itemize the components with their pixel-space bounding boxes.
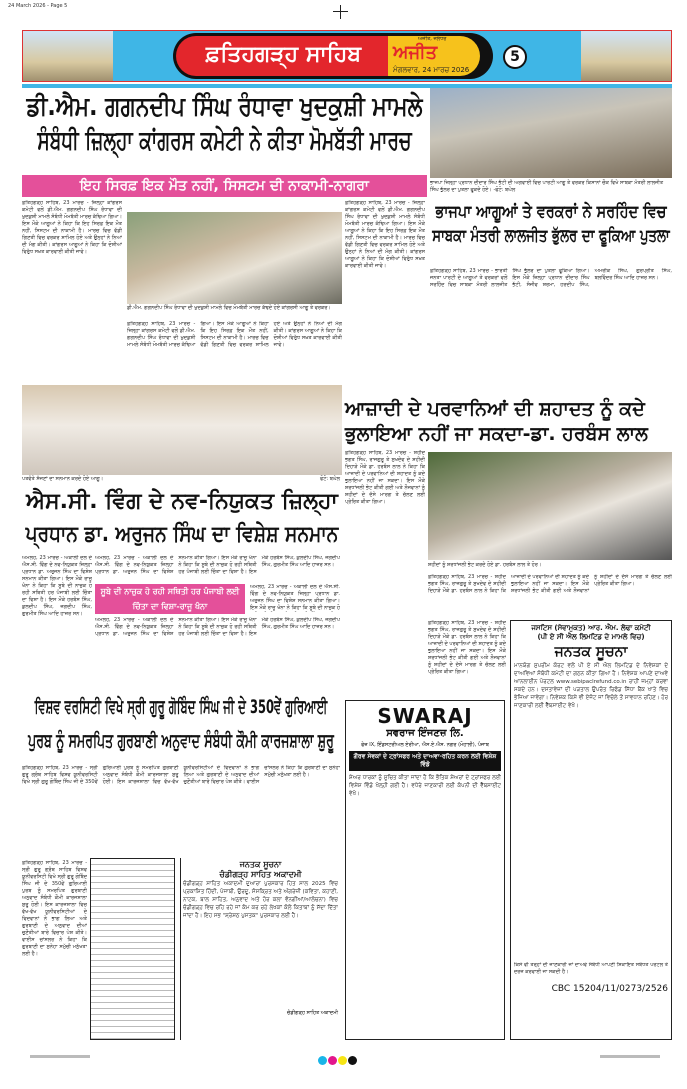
credit-text: ਫੋਟੋ: ਬਘੇਲ	[320, 476, 340, 482]
article-body: ਫ਼ਤਿਹਗੜ੍ਹ ਸਾਹਿਬ, 23 ਮਾਰਚ - ਸ੍ਰੀ ਗੁਰੂ ਗ੍ਰੰਥ ਸਾਹਿਬ ਵਿਸ਼ਵ ਯੂਨੀਵਰਸਿਟੀ ਵਿਖੇ ਸ੍ਰੀ ਗੁਰੂ ਗੋਬਿੰਦ ਸਿੰਘ ਜੀ ਦੇ 350ਵੇਂ ਗੁਰਿਆਈ ਪੁਰਬ ਨੂੰ ਸਮਰਪਿਤ ਗੁਰਬਾਣੀ ਅਨੁਵਾਦ ਸੰਬੰਧੀ ਕੌਮੀ ਕਾਰਜਸ਼ਾਲਾ ਸ਼ੁਰੂ ਹੋਈ। ਇਸ ਕਾਰਜਸ਼ਾਲਾ ਵਿਚ ਵੱਖ-ਵੱਖ ਯੂਨੀਵਰਸਿਟੀਆਂ ਦੇ ਵਿਦਵਾਨਾਂ ਨੇ ਭਾਗ ਲਿਆ ਅਤੇ ਗੁਰਬਾਣੀ ਦੇ ਅਨੁਵਾਦ ਦੀਆਂ ਚੁਣੌਤੀਆਂ ਬਾਰੇ ਵਿਚਾਰ ਪੇਸ਼ ਕੀਤੇ। ਵਾਈਸ ਚਾਂਸਲਰ ਨੇ ਕਿਹਾ ਕਿ ਗੁਰਬਾਣੀ ਦਾ ਸੁਨੇਹਾ ਸਮੁੱਚੀ ਮਨੁੱਖਤਾ ਲਈ ਹੈ।	[22, 765, 340, 785]
date	[393, 65, 475, 75]
article-body: ਫ਼ਤਿਹਗੜ੍ਹ ਸਾਹਿਬ, 23 ਮਾਰਚ - ਭਾਰਤੀ ਜਨਤਾ ਪਾਰਟੀ ਦੇ ਆਗੂਆਂ ਤੇ ਵਰਕਰਾਂ ਵਲੋਂ ਸਰਹਿੰਦ ਵਿਚ ਸਾਬਕਾ ਮੰਤਰੀ ਲਾਲਜੀਤ ਸਿੰਘ ਭੁੱਲਰ ਦਾ ਪੁਤਲਾ ਫੂਕਿਆ ਗਿਆ। ਇਸ ਮੌਕੇ ਜ਼ਿਲ੍ਹਾ ਪ੍ਰਧਾਨ ਦੀਦਾਰ ਸਿੰਘ ਭੱਟੀ, ਸੰਜੀਵ ਸ਼ਰਮਾ, ਹਰਦੀਪ ਸਿੰਘ, ਅਮਰੀਕ ਸਿੰਘ, ਗੁਰਪ੍ਰੀਤ ਸਿੰਘ, ਬਲਵਿੰਦਰ ਸਿੰਘ ਆਦਿ ਹਾਜ਼ਰ ਸਨ।	[430, 268, 672, 288]
notice-body: ਮਾਨਯੋਗ ਸੁਪਰੀਮ ਕੋਰਟ ਵਲੋਂ ਪੀ ਏ ਸੀ ਐਲ ਲਿਮਟਿਡ ਦੇ ਨਿਵੇਸ਼ਕਾਂ ਦੇ ਦਾਅਵਿਆਂ ਸੰਬੰਧੀ ਕਮੇਟੀ ਦਾ ਗਠਨ ਕੀਤਾ ਗਿਆ ਹੈ। ਨਿਵੇਸ਼ਕ ਆਪਣੇ ਦਾਅਵੇ ਆਨਲਾਈਨ ਪੋਰਟਲ www.sebipaclrefund.co.in ਰਾਹੀਂ ਜਮ੍ਹਾਂ ਕਰਵਾ ਸਕਦੇ ਹਨ। ਦਸਤਾਵੇਜ਼ਾਂ ਦੀ ਪੜਤਾਲ ਉਪਰੰਤ ਰਿਫੰਡ ਸਿੱਧਾ ਬੈਂਕ ਖਾਤੇ ਵਿਚ ਭੇਜਿਆ ਜਾਵੇਗਾ। ਨਿਵੇਸ਼ਕ ਕਿਸੇ ਵੀ ਏਜੰਟ ਜਾਂ ਵਿਚੋਲੇ ਤੋਂ ਸਾਵਧਾਨ ਰਹਿਣ। ਹੋਰ ਜਾਣਕਾਰੀ ਲਈ ਵੈੱਬਸਾਈਟ ਵੇਖੋ।	[514, 663, 668, 709]
article-body: ਅਮਲੋਹ, 23 ਮਾਰਚ - ਅਕਾਲੀ ਦਲ ਦੇ ਐਸ.ਸੀ. ਵਿੰਗ ਦੇ ਨਵ-ਨਿਯੁਕਤ ਜ਼ਿਲ੍ਹਾ ਪ੍ਰਧਾਨ ਡਾ. ਅਰੁਜਨ ਸਿੰਘ ਦਾ ਵਿਸ਼ੇਸ਼ ਸਨਮਾਨ ਕੀਤਾ ਗਿਆ। ਇਸ ਮੌਕੇ ਰਾਜੂ ਖੰਨਾ ਨੇ ਕਿਹਾ ਕਿ ਸੂਬੇ ਦੀ ਨਾਜ਼ੁਕ ਹੋ ਰਹੀ ਸਥਿਤੀ ਹਰ ਪੰਜਾਬੀ ਲਈ ਚਿੰਤਾ ਦਾ ਵਿਸ਼ਾ ਹੈ। ਇਸ ਮੌਕੇ ਹਰਬੰਸ ਸਿੰਘ, ਕੁਲਦੀਪ ਸਿੰਘ, ਜਗਦੀਪ ਸਿੰਘ, ਗੁਰਮੀਤ ਸਿੰਘ ਆਦਿ ਹਾਜ਼ਰ ਸਨ।	[95, 617, 340, 637]
felicitation-photo	[22, 385, 342, 475]
article-body: ਫ਼ਤਿਹਗੜ੍ਹ ਸਾਹਿਬ, 23 ਮਾਰਚ - ਜ਼ਿਲ੍ਹਾ ਕਾਂਗਰਸ ਕਮੇਟੀ ਵਲੋਂ ਡੀ.ਐਮ. ਗਗਨਦੀਪ ਸਿੰਘ ਰੰਧਾਵਾ ਦੀ ਖੁਦਕੁਸ਼ੀ ਮਾਮਲੇ ਸੰਬੰਧੀ ਮੋਮਬੱਤੀ ਮਾਰਚ ਕੱਢਿਆ ਗਿਆ। ਇਸ ਮੌਕੇ ਆਗੂਆਂ ਨੇ ਕਿਹਾ ਕਿ ਇਹ ਸਿਰਫ਼ ਇਕ ਮੌਤ ਨਹੀਂ, ਸਿਸਟਮ ਦੀ ਨਾਕਾਮੀ ਹੈ। ਮਾਰਚ ਵਿਚ ਵੱਡੀ ਗਿਣਤੀ ਵਿਚ ਵਰਕਰ ਸ਼ਾਮਿਲ ਹੋਏ ਅਤੇ ਉਨ੍ਹਾਂ ਨੇ ਨਿਆਂ ਦੀ ਮੰਗ ਕੀਤੀ। ਕਾਂਗਰਸ ਆਗੂਆਂ ਨੇ ਕਿਹਾ ਕਿ ਦੋਸ਼ੀਆਂ ਵਿਰੁੱਧ ਸਖ਼ਤ ਕਾਰਵਾਈ ਕੀਤੀ ਜਾਵੇ।	[345, 200, 425, 269]
article-body: ਅਮਲੋਹ, 23 ਮਾਰਚ - ਅਕਾਲੀ ਦਲ ਦੇ ਐਸ.ਸੀ. ਵਿੰਗ ਦੇ ਨਵ-ਨਿਯੁਕਤ ਜ਼ਿਲ੍ਹਾ ਪ੍ਰਧਾਨ ਡਾ. ਅਰੁਜਨ ਸਿੰਘ ਦਾ ਵਿਸ਼ੇਸ਼ ਸਨਮਾਨ ਕੀਤਾ ਗਿਆ। ਇਸ ਮੌਕੇ ਰਾਜੂ ਖੰਨਾ ਨੇ ਕਿਹਾ ਕਿ ਸੂਬੇ ਦੀ ਨਾਜ਼ੁਕ ਹੋ ਰਹੀ ਸਥਿਤੀ ਹਰ ਪੰਜਾਬੀ ਲਈ ਚਿੰਤਾ ਦਾ ਵਿਸ਼ਾ ਹੈ। ਇਸ ਮੌਕੇ ਹਰਬੰਸ ਸਿੰਘ, ਕੁਲਦੀਪ ਸਿੰਘ, ਜਗਦੀਪ ਸਿੰਘ, ਗੁਰਮੀਤ ਸਿੰਘ ਆਦਿ ਹਾਜ਼ਰ ਸਨ।	[95, 555, 340, 575]
photo-caption	[22, 476, 282, 483]
headline-text: ਡੀ.ਐਮ. ਗਗਨਦੀਪ ਸਿੰਘ ਰੰਧਾਵਾ ਖੁਦਕੁਸ਼ੀ ਮਾਮਲੇ	[26, 92, 423, 122]
article-body: ਫ਼ਤਿਹਗੜ੍ਹ ਸਾਹਿਬ, 23 ਮਾਰਚ - ਸ਼ਹੀਦ ਭਗਤ ਸਿੰਘ, ਰਾਜਗੁਰੂ ਤੇ ਸੁਖਦੇਵ ਦੇ ਸ਼ਹੀਦੀ ਦਿਹਾੜੇ ਮੌਕੇ ਡਾ. ਹਰਬੰਸ ਲਾਲ ਨੇ ਕਿਹਾ ਕਿ ਆਜ਼ਾਦੀ ਦੇ ਪਰਵਾਨਿਆਂ ਦੀ ਸ਼ਹਾਦਤ ਨੂੰ ਕਦੇ ਭੁਲਾਇਆ ਨਹੀਂ ਜਾ ਸਕਦਾ। ਇਸ ਮੌਕੇ ਸ਼ਰਧਾਂਜਲੀ ਭੇਟ ਕੀਤੀ ਗਈ ਅਤੇ ਨੌਜਵਾਨਾਂ ਨੂੰ ਸ਼ਹੀਦਾਂ ਦੇ ਦੱਸੇ ਮਾਰਗ ਤੇ ਚੱਲਣ ਲਈ ਪ੍ਰੇਰਿਤ ਕੀਤਾ ਗਿਆ।	[428, 620, 506, 675]
headline-martyrs	[345, 397, 672, 447]
masthead-oval	[173, 33, 493, 79]
article-body: ਫ਼ਤਿਹਗੜ੍ਹ ਸਾਹਿਬ, 23 ਮਾਰਚ - ਸ੍ਰੀ ਗੁਰੂ ਗ੍ਰੰਥ ਸਾਹਿਬ ਵਿਸ਼ਵ ਯੂਨੀਵਰਸਿਟੀ ਵਿਖੇ ਸ੍ਰੀ ਗੁਰੂ ਗੋਬਿੰਦ ਸਿੰਘ ਜੀ ਦੇ 350ਵੇਂ ਗੁਰਿਆਈ ਪੁਰਬ ਨੂੰ ਸਮਰਪਿਤ ਗੁਰਬਾਣੀ ਅਨੁਵਾਦ ਸੰਬੰਧੀ ਕੌਮੀ ਕਾਰਜਸ਼ਾਲਾ ਸ਼ੁਰੂ ਹੋਈ। ਇਸ ਕਾਰਜਸ਼ਾਲਾ ਵਿਚ ਵੱਖ-ਵੱਖ ਯੂਨੀਵਰਸਿਟੀਆਂ ਦੇ ਵਿਦਵਾਨਾਂ ਨੇ ਭਾਗ ਲਿਆ ਅਤੇ ਗੁਰਬਾਣੀ ਦੇ ਅਨੁਵਾਦ ਦੀਆਂ ਚੁਣੌਤੀਆਂ ਬਾਰੇ ਵਿਚਾਰ ਪੇਸ਼ ਕੀਤੇ। ਵਾਈਸ ਚਾਂਸਲਰ ਨੇ ਕਿਹਾ ਕਿ ਗੁਰਬਾਣੀ ਦਾ ਸੁਨੇਹਾ ਸਮੁੱਚੀ ਮਨੁੱਖਤਾ ਲਈ ਹੈ।	[22, 860, 87, 957]
kicker-banner	[22, 175, 427, 197]
caption-text: ਸ਼ਹੀਦਾਂ ਨੂੰ ਸ਼ਰਧਾਂਜਲੀ ਭੇਟ ਕਰਦੇ ਹੋਏ ਡਾ. ਹਰਬੰਸ ਲਾਲ ਤੇ ਹੋਰ।	[428, 562, 542, 568]
headline-sc-wing	[22, 485, 342, 551]
article-body: ਅਮਲੋਹ, 23 ਮਾਰਚ - ਅਕਾਲੀ ਦਲ ਦੇ ਐਸ.ਸੀ. ਵਿੰਗ ਦੇ ਨਵ-ਨਿਯੁਕਤ ਜ਼ਿਲ੍ਹਾ ਪ੍ਰਧਾਨ ਡਾ. ਅਰੁਜਨ ਸਿੰਘ ਦਾ ਵਿਸ਼ੇਸ਼ ਸਨਮਾਨ ਕੀਤਾ ਗਿਆ। ਇਸ ਮੌਕੇ ਰਾਜੂ ਖੰਨਾ ਨੇ ਕਿਹਾ ਕਿ ਸੂਬੇ ਦੀ ਨਾਜ਼ੁਕ ਹੋ	[250, 584, 340, 611]
effigy-photo	[430, 88, 672, 178]
notice-signoff: ਚੰਡੀਗੜ੍ਹ ਸਾਹਿਤ ਅਕਾਦਮੀ	[286, 1010, 338, 1016]
headline-line	[22, 518, 342, 551]
headline-text: ਭਾਜਪਾ ਆਗੂਆਂ ਤੇ ਵਰਕਰਾਂ ਨੇ ਸਰਹਿੰਦ ਵਿਚ	[435, 202, 667, 222]
public-notice-lodha-committee	[510, 620, 672, 1040]
notice-title: ਜਨਤਕ ਸੂਚਨਾ	[554, 644, 628, 660]
gurdwara-image	[23, 31, 113, 82]
headline-text: ਸੰਬੰਧੀ ਜ਼ਿਲ੍ਹਾ ਕਾਂਗਰਸ ਕਮੇਟੀ ਨੇ ਕੀਤਾ ਮੋਮਬੱਤੀ ਮਾਰਚ	[37, 126, 412, 156]
color-registration-dots	[318, 1050, 358, 1069]
company-address: ਫੇਜ਼ IX, ਇੰਡਸਟਰੀਅਲ ਏਰੀਆ, ਐਸ.ਏ.ਐਸ. ਨਗਰ (ਮੋਹਾਲੀ), ਪੰਜਾਬ	[361, 742, 489, 748]
photo-caption	[428, 562, 672, 569]
headline-workshop	[22, 690, 340, 758]
kicker-text: ਸੂਬੇ ਦੀ ਨਾਜ਼ੁਕ ਹੋ ਰਹੀ ਸਥਿਤੀ ਹਰ ਪੰਜਾਬੀ ਲਈ ਚਿੰਤਾ ਦਾ ਵਿਸ਼ਾ-ਰਾਜੂ ਖੰਨਾ	[100, 587, 240, 611]
print-slug: 24 March 2026 - Page 5	[8, 3, 68, 9]
masthead	[22, 30, 672, 82]
caption-text: ਡੀ.ਐਮ. ਗਗਨਦੀਪ ਸਿੰਘ ਰੰਧਾਵਾ ਦੀ ਖੁਦਕੁਸ਼ੀ ਮਾਮਲੇ ਵਿਚ ਮੋਮਬੱਤੀ ਮਾਰਚ ਕੱਢਦੇ ਹੋਏ ਕਾਂਗਰਸੀ ਆਗੂ ਤੇ ਵਰਕਰ।	[127, 305, 331, 311]
headline-line	[22, 485, 342, 518]
ad-banner: ਗੌਰਵ ਸੇਵਕਾਂ ਦੇ ਟ੍ਰਾਂਸਫਰ ਅਤੇ ਦਾਅਵਾ-ਰਹਿਤ ਕਰਨ ਲਈ ਵਿਸ਼ੇਸ਼ ਵਿੰਡੋ	[349, 751, 501, 771]
headline-line	[22, 690, 340, 724]
headline-text: ਐਸ.ਸੀ. ਵਿੰਗ ਦੇ ਨਵ-ਨਿਯੁਕਤ ਜ਼ਿਲ੍ਹਾ	[26, 489, 338, 514]
kicker-banner	[95, 584, 245, 614]
article-body: ਫ਼ਤਿਹਗੜ੍ਹ ਸਾਹਿਬ, 23 ਮਾਰਚ - ਸ਼ਹੀਦ ਭਗਤ ਸਿੰਘ, ਰਾਜਗੁਰੂ ਤੇ ਸੁਖਦੇਵ ਦੇ ਸ਼ਹੀਦੀ ਦਿਹਾੜੇ ਮੌਕੇ ਡਾ. ਹਰਬੰਸ ਲਾਲ ਨੇ ਕਿਹਾ ਕਿ ਆਜ਼ਾਦੀ ਦੇ ਪਰਵਾਨਿਆਂ ਦੀ ਸ਼ਹਾਦਤ ਨੂੰ ਕਦੇ ਭੁਲਾਇਆ ਨਹੀਂ ਜਾ ਸਕਦਾ। ਇਸ ਮੌਕੇ ਸ਼ਰਧਾਂਜਲੀ ਭੇਟ ਕੀਤੀ ਗਈ ਅਤੇ ਨੌਜਵਾਨਾਂ ਨੂੰ ਸ਼ਹੀਦਾਂ ਦੇ ਦੱਸੇ ਮਾਰਗ ਤੇ ਚੱਲਣ ਲਈ ਪ੍ਰੇਰਿਤ ਕੀਤਾ ਗਿਆ।	[428, 574, 672, 594]
company-name: ਸਵਰਾਜ ਇੰਜਣਜ਼ ਲਿ.	[386, 728, 464, 739]
headline-text: ਸਾਬਕਾ ਮੰਤਰੀ ਲਾਲਜੀਤ ਭੁੱਲਰ ਦਾ ਫੂਕਿਆ ਪੁਤਲਾ	[432, 226, 670, 246]
notice-footer: ਕਿਸੇ ਵੀ ਤਰ੍ਹਾਂ ਦੀ ਜਾਣਕਾਰੀ ਜਾਂ ਦਾਅਵੇ ਸੰਬੰਧੀ ਆਪਣੀ ਸ਼ਿਕਾਇਤ ਸਬੰਧਤ ਪੋਰਟਲ ਤੇ ਦਰਜ ਕਰਵਾਈ ਜਾ ਸਕਦੀ ਹੈ।	[514, 962, 668, 975]
headline-text: ਵਿਸ਼ਵ ਵਰਸਿਟੀ ਵਿਖੇ ਸ੍ਰੀ ਗੁਰੂ ਗੋਬਿੰਦ ਸਿੰਘ ਜੀ ਦੇ 350ਵੇਂ ਗੁਰਿਆਈ	[34, 696, 328, 718]
headline-line	[430, 224, 672, 248]
public-notice-sahitya-akademi	[180, 858, 340, 1040]
headline-line	[22, 90, 427, 124]
city	[418, 36, 473, 43]
swaraj-engines-advertisement	[345, 700, 505, 1040]
headline-line	[345, 397, 672, 422]
edition-text: ਫ਼ਤਿਹਗੜ੍ਹ ਸਾਹਿਬ	[205, 42, 362, 67]
monument-image	[581, 31, 671, 82]
article-body: ਫ਼ਤਿਹਗੜ੍ਹ ਸਾਹਿਬ, 23 ਮਾਰਚ - ਜ਼ਿਲ੍ਹਾ ਕਾਂਗਰਸ ਕਮੇਟੀ ਵਲੋਂ ਡੀ.ਐਮ. ਗਗਨਦੀਪ ਸਿੰਘ ਰੰਧਾਵਾ ਦੀ ਖੁਦਕੁਸ਼ੀ ਮਾਮਲੇ ਸੰਬੰਧੀ ਮੋਮਬੱਤੀ ਮਾਰਚ ਕੱਢਿਆ ਗਿਆ। ਇਸ ਮੌਕੇ ਆਗੂਆਂ ਨੇ ਕਿਹਾ ਕਿ ਇਹ ਸਿਰਫ਼ ਇਕ ਮੌਤ ਨਹੀਂ, ਸਿਸਟਮ ਦੀ ਨਾਕਾਮੀ ਹੈ। ਮਾਰਚ ਵਿਚ ਵੱਡੀ ਗਿਣਤੀ ਵਿਚ ਵਰਕਰ ਸ਼ਾਮਿਲ ਹੋਏ ਅਤੇ ਉਨ੍ਹਾਂ ਨੇ ਨਿਆਂ ਦੀ ਮੰਗ ਕੀਤੀ। ਕਾਂਗਰਸ ਆਗੂਆਂ ਨੇ ਕਿਹਾ ਕਿ ਦੋਸ਼ੀਆਂ ਵਿਰੁੱਧ ਸਖ਼ਤ ਕਾਰਵਾਈ ਕੀਤੀ ਜਾਵੇ।	[22, 200, 122, 255]
headline-line	[345, 422, 672, 447]
notice-body: ਚੰਡੀਗੜ੍ਹ ਸਾਹਿਤ ਅਕਾਦਮੀ ਦੁਆਰਾ ਪੁਰਸਕਾਰ ਹਿਤ ਸਾਲ 2025 ਵਿਚ ਪ੍ਰਕਾਸ਼ਿਤ ਹਿੰਦੀ, ਪੰਜਾਬੀ, ਉਰਦੂ, ਸੰਸਕ੍ਰਿਤ ਅਤੇ ਅੰਗਰੇਜ਼ੀ (ਕਵਿਤਾ, ਕਹਾਣੀ, ਨਾਟਕ, ਬਾਲ ਸਾਹਿਤ, ਅਨੁਵਾਦ ਅਤੇ ਹੋਰ ਕਲਾ ਵੰਨਗੀਆਂ/ਆਲੋਚਨਾ) ਵਿਚ ਚੰਡੀਗੜ੍ਹ ਵਿਚ ਰਹਿ ਰਹੇ ਜਾਂ ਕੰਮ ਕਰ ਰਹੇ ਲੇਖਕਾਂ ਕੋਲੋਂ ਕਿਤਾਬਾਂ ਨੂੰ ਸੱਦਾ ਦਿੱਤਾ ਜਾਂਦਾ ਹੈ। ਇਹ ਸਭ "ਸ਼੍ਰੇਸ਼ਠ ਪੁਸਤਕ" ਪੁਰਸਕਾਰ ਲਈ ਹੈ।	[183, 881, 338, 919]
headline-text: ਭੁਲਾਇਆ ਨਹੀਂ ਜਾ ਸਕਦਾ-ਡਾ. ਹਰਬੰਸ ਲਾਲ	[345, 423, 648, 445]
photo-credit	[292, 476, 340, 483]
page-number: 5	[503, 45, 527, 69]
brand-logo	[393, 42, 473, 64]
headline-line	[430, 200, 672, 224]
registration-mark	[333, 11, 348, 12]
photo-caption	[430, 180, 672, 194]
notice-org: ਚੰਡੀਗੜ੍ਹ ਸਾਹਿਤ ਅਕਾਦਮੀ	[219, 870, 302, 879]
headline-line	[22, 124, 427, 158]
photo-caption	[127, 305, 342, 319]
headline-text: ਆਜ਼ਾਦੀ ਦੇ ਪਰਵਾਨਿਆਂ ਦੀ ਸ਼ਹਾਦਤ ਨੂੰ ਕਦੇ	[345, 398, 645, 420]
headline-text: ਪੁਰਬ ਨੂੰ ਸਮਰਪਿਤ ਗੁਰਬਾਣੀ ਅਨੁਵਾਦ ਸੰਬੰਧੀ ਕੌਮੀ ਕਾਰਜਸ਼ਾਲਾ ਸ਼ੁਰੂ	[28, 730, 334, 752]
tribute-photo	[428, 452, 672, 560]
headline-text: ਪ੍ਰਧਾਨ ਡਾ. ਅਰੁਜਨ ਸਿੰਘ ਦਾ ਵਿਸ਼ੇਸ਼ ਸਨਮਾਨ	[25, 522, 339, 547]
article-body: ਫ਼ਤਿਹਗੜ੍ਹ ਸਾਹਿਬ, 23 ਮਾਰਚ - ਜ਼ਿਲ੍ਹਾ ਕਾਂਗਰਸ ਕਮੇਟੀ ਵਲੋਂ ਡੀ.ਐਮ. ਗਗਨਦੀਪ ਸਿੰਘ ਰੰਧਾਵਾ ਦੀ ਖੁਦਕੁਸ਼ੀ ਮਾਮਲੇ ਸੰਬੰਧੀ ਮੋਮਬੱਤੀ ਮਾਰਚ ਕੱਢਿਆ ਗਿਆ। ਇਸ ਮੌਕੇ ਆਗੂਆਂ ਨੇ ਕਿਹਾ ਕਿ ਇਹ ਸਿਰਫ਼ ਇਕ ਮੌਤ ਨਹੀਂ, ਸਿਸਟਮ ਦੀ ਨਾਕਾਮੀ ਹੈ। ਮਾਰਚ ਵਿਚ ਵੱਡੀ ਗਿਣਤੀ ਵਿਚ ਵਰਕਰ ਸ਼ਾਮਿਲ ਹੋਏ ਅਤੇ ਉਨ੍ਹਾਂ ਨੇ ਨਿਆਂ ਦੀ ਮੰਗ ਕੀਤੀ। ਕਾਂਗਰਸ ਆਗੂਆਂ ਨੇ ਕਿਹਾ ਕਿ ਦੋਸ਼ੀਆਂ ਵਿਰੁੱਧ ਸਖ਼ਤ ਕਾਰਵਾਈ ਕੀਤੀ ਜਾਵੇ।	[127, 321, 342, 348]
headline-line	[22, 724, 340, 758]
color-bar	[600, 1055, 660, 1058]
edition-name	[191, 39, 376, 71]
notice-title: ਜਨਤਕ ਸੂਚਨਾ	[239, 860, 282, 869]
registration-mark	[340, 5, 341, 19]
article-body: ਅਮਲੋਹ, 23 ਮਾਰਚ - ਅਕਾਲੀ ਦਲ ਦੇ ਐਸ.ਸੀ. ਵਿੰਗ ਦੇ ਨਵ-ਨਿਯੁਕਤ ਜ਼ਿਲ੍ਹਾ ਪ੍ਰਧਾਨ ਡਾ. ਅਰੁਜਨ ਸਿੰਘ ਦਾ ਵਿਸ਼ੇਸ਼ ਸਨਮਾਨ ਕੀਤਾ ਗਿਆ। ਇਸ ਮੌਕੇ ਰਾਜੂ ਖੰਨਾ ਨੇ ਕਿਹਾ ਕਿ ਸੂਬੇ ਦੀ ਨਾਜ਼ੁਕ ਹੋ ਰਹੀ ਸਥਿਤੀ ਹਰ ਪੰਜਾਬੀ ਲਈ ਚਿੰਤਾ ਦਾ ਵਿਸ਼ਾ ਹੈ। ਇਸ ਮੌਕੇ ਹਰਬੰਸ ਸਿੰਘ, ਕੁਲਦੀਪ ਸਿੰਘ, ਜਗਦੀਪ ਸਿੰਘ, ਗੁਰਮੀਤ ਸਿੰਘ ਆਦਿ ਹਾਜ਼ਰ ਸਨ।	[22, 555, 92, 617]
headline-candle-march	[22, 90, 427, 158]
date-text: ਮੰਗਲਵਾਰ, 24 ਮਾਰਚ 2026	[393, 66, 470, 74]
color-bar	[30, 1055, 90, 1058]
caption-text: ਪਤਵੰਤੇ ਸੱਜਣਾਂ ਦਾ ਸਨਮਾਨ ਕਰਦੇ ਹੋਏ ਆਗੂ।	[22, 476, 104, 482]
small-advertisement	[90, 858, 175, 1040]
brand-text: ਅਜੀਤ	[393, 42, 438, 63]
notice-header: ਜਸਟਿਸ (ਸੇਵਾਮੁਕਤ) ਆਰ. ਐਮ. ਲੋਢਾ ਕਮੇਟੀ	[531, 624, 651, 632]
swaraj-logo: SWARAJ	[377, 704, 473, 728]
caption-text: ਭਾਜਪਾ ਜ਼ਿਲ੍ਹਾ ਪ੍ਰਧਾਨ ਦੀਦਾਰ ਸਿੰਘ ਭੱਟੀ ਦੀ ਅਗਵਾਈ ਵਿਚ ਪਾਰਟੀ ਆਗੂ ਤੇ ਵਰਕਰ ਕਿਸਾਨਾਂ ਚੌਕ ਵਿਖੇ ਸਾਬਕਾ ਮੰਤਰੀ ਲਾਲਜੀਤ ਸਿੰਘ ਭੁੱਲਰ ਦਾ ਪੁਤਲਾ ਫੂਕਦੇ ਹੋਏ। -ਫੋਟੋ: ਬਘੇਲ	[430, 180, 664, 193]
candle-march-photo	[127, 212, 342, 304]
article-body: ਫ਼ਤਿਹਗੜ੍ਹ ਸਾਹਿਬ, 23 ਮਾਰਚ - ਸ਼ਹੀਦ ਭਗਤ ਸਿੰਘ, ਰਾਜਗੁਰੂ ਤੇ ਸੁਖਦੇਵ ਦੇ ਸ਼ਹੀਦੀ ਦਿਹਾੜੇ ਮੌਕੇ ਡਾ. ਹਰਬੰਸ ਲਾਲ ਨੇ ਕਿਹਾ ਕਿ ਆਜ਼ਾਦੀ ਦੇ ਪਰਵਾਨਿਆਂ ਦੀ ਸ਼ਹਾਦਤ ਨੂੰ ਕਦੇ ਭੁਲਾਇਆ ਨਹੀਂ ਜਾ ਸਕਦਾ। ਇਸ ਮੌਕੇ ਸ਼ਰਧਾਂਜਲੀ ਭੇਟ ਕੀਤੀ ਗਈ ਅਤੇ ਨੌਜਵਾਨਾਂ ਨੂੰ ਸ਼ਹੀਦਾਂ ਦੇ ਦੱਸੇ ਮਾਰਗ ਤੇ ਚੱਲਣ ਲਈ ਪ੍ਰੇਰਿਤ ਕੀਤਾ ਗਿਆ।	[345, 450, 425, 505]
kicker-text: ਇਹ ਸਿਰਫ਼ ਇਕ ਮੌਤ ਨਹੀਂ, ਸਿਸਟਮ ਦੀ ਨਾਕਾਮੀ-ਨਾਗਰਾ	[80, 178, 369, 194]
ad-body: ਸ਼ੇਅਰ ਧਾਰਕਾਂ ਨੂੰ ਸੂਚਿਤ ਕੀਤਾ ਜਾਂਦਾ ਹੈ ਕਿ ਭੌਤਿਕ ਸ਼ੇਅਰਾਂ ਦੇ ਟ੍ਰਾਂਸਫਰ ਲਈ ਵਿਸ਼ੇਸ਼ ਵਿੰਡੋ ਖੋਲ੍ਹੀ ਗਈ ਹੈ। ਵਧੇਰੇ ਜਾਣਕਾਰੀ ਲਈ ਕੰਪਨੀ ਦੀ ਵੈੱਬਸਾਈਟ ਵੇਖੋ।	[349, 775, 501, 797]
notice-header: (ਪੀ ਏ ਸੀ ਐਲ ਲਿਮਟਿਡ ਦੇ ਮਾਮਲੇ ਵਿਚ)	[537, 633, 645, 641]
city-text: ਅਜੀਤ, ਜਲੰਧਰ	[418, 36, 447, 42]
cbc-code: CBC 15204/11/0273/2526	[551, 984, 668, 994]
headline-effigy	[430, 200, 672, 248]
